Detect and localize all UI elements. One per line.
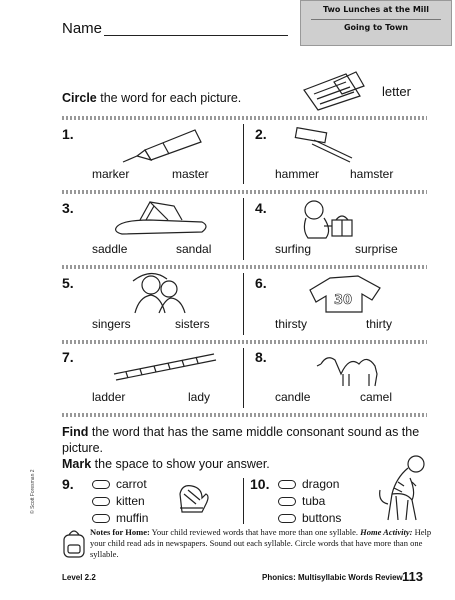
letter-icon <box>300 70 380 112</box>
column-divider <box>243 198 244 260</box>
copyright: © Scott Foresman 2 <box>30 469 36 514</box>
option-muffin[interactable] <box>92 511 148 525</box>
answer-bubble[interactable] <box>278 514 296 523</box>
surprise-gift-icon <box>292 196 362 241</box>
item-number: 4. <box>255 200 267 216</box>
backpack-icon <box>60 527 88 559</box>
choice-surfing[interactable]: surfing <box>275 242 312 256</box>
camel-icon <box>315 344 395 388</box>
item-number: 3. <box>62 200 74 216</box>
tiger-icon <box>372 452 434 524</box>
option-carrot[interactable] <box>92 477 147 491</box>
divider <box>62 116 427 120</box>
find-verb: Find <box>62 425 89 439</box>
item-number: 7. <box>62 349 74 365</box>
choice-sandal[interactable]: sandal <box>176 242 212 256</box>
notes-for-home <box>90 527 440 560</box>
choice-singers[interactable]: singers <box>92 317 131 331</box>
item-number: 1. <box>62 126 74 142</box>
option-label: buttons <box>302 511 342 525</box>
divider <box>62 265 427 269</box>
choice-camel[interactable]: camel <box>360 390 393 404</box>
column-divider <box>243 273 244 335</box>
page-number: 113 <box>402 569 423 584</box>
answer-bubble[interactable] <box>92 480 110 489</box>
option-label: dragon <box>302 477 340 491</box>
mitten-icon <box>172 482 212 518</box>
sisters-icon <box>125 271 200 316</box>
choice-thirty[interactable]: thirty <box>366 317 393 331</box>
choice-sisters[interactable]: sisters <box>175 317 210 331</box>
level-label: Level 2.2 <box>62 573 96 582</box>
question-number: 9. <box>62 476 74 492</box>
unit-tab <box>300 0 452 46</box>
column-divider <box>243 124 244 184</box>
answer-bubble[interactable] <box>92 497 110 506</box>
notes-title: Notes for Home: <box>90 527 150 537</box>
home-activity-text: Help your child read ads in newspapers. Sound out each syllable. Circle words that have more than one syllable. <box>90 527 432 559</box>
divider <box>62 190 427 194</box>
find-text: the word that has the same middle consonant sound as the picture. <box>62 425 420 455</box>
mark-text: the space to show your answer. <box>94 457 270 471</box>
instruction-text: the word for each picture. <box>100 91 242 105</box>
option-kitten[interactable] <box>92 494 145 508</box>
choice-master[interactable]: master <box>172 167 209 181</box>
instruction-verb: Circle <box>62 91 97 105</box>
choice-hamster[interactable]: hamster <box>350 167 394 181</box>
question-number: 10. <box>250 476 270 492</box>
column-divider <box>243 478 244 524</box>
unit-tab-subtitle: Going to Town <box>343 23 409 32</box>
sandal-icon <box>110 198 215 238</box>
answer-bubble[interactable] <box>278 480 296 489</box>
item-number: 8. <box>255 349 267 365</box>
name-line[interactable] <box>104 35 288 36</box>
answer-bubble[interactable] <box>92 514 110 523</box>
option-tuba[interactable] <box>278 494 325 508</box>
choice-candle[interactable]: candle <box>275 390 311 404</box>
unit-tab-title: Two Lunches at the Mill <box>322 5 430 14</box>
option-dragon[interactable] <box>278 477 339 491</box>
home-activity-label: Home Activity: <box>360 527 413 537</box>
option-label: tuba <box>302 494 326 508</box>
option-label: kitten <box>116 494 145 508</box>
item-number: 6. <box>255 275 267 291</box>
ladder-icon <box>110 350 220 382</box>
answer-bubble[interactable] <box>278 497 296 506</box>
subject-label: Phonics: Multisyllabic Words Review <box>262 573 403 582</box>
option-label: carrot <box>116 477 147 491</box>
example-word: letter <box>382 84 411 99</box>
hammer-icon <box>290 124 360 164</box>
item-number: 2. <box>255 126 267 142</box>
choice-hammer[interactable]: hammer <box>275 167 320 181</box>
divider <box>62 413 427 417</box>
mark-verb: Mark <box>62 457 92 471</box>
option-label: muffin <box>116 511 149 525</box>
notes-text: Your child reviewed words that have more than one syllable. <box>151 527 358 537</box>
name-label: Name <box>62 20 103 37</box>
circle-instruction <box>62 91 241 105</box>
marker-icon <box>115 126 210 164</box>
choice-ladder[interactable]: ladder <box>92 390 126 404</box>
svg-text:30: 30 <box>334 293 353 308</box>
option-buttons[interactable] <box>278 511 341 525</box>
column-divider <box>243 348 244 408</box>
item-number: 5. <box>62 275 74 291</box>
choice-thirsty[interactable]: thirsty <box>275 317 308 331</box>
shirt-30-icon <box>300 270 385 315</box>
choice-marker[interactable]: marker <box>92 167 130 181</box>
choice-saddle[interactable]: saddle <box>92 242 128 256</box>
choice-lady[interactable]: lady <box>188 390 211 404</box>
choice-surprise[interactable]: surprise <box>355 242 398 256</box>
